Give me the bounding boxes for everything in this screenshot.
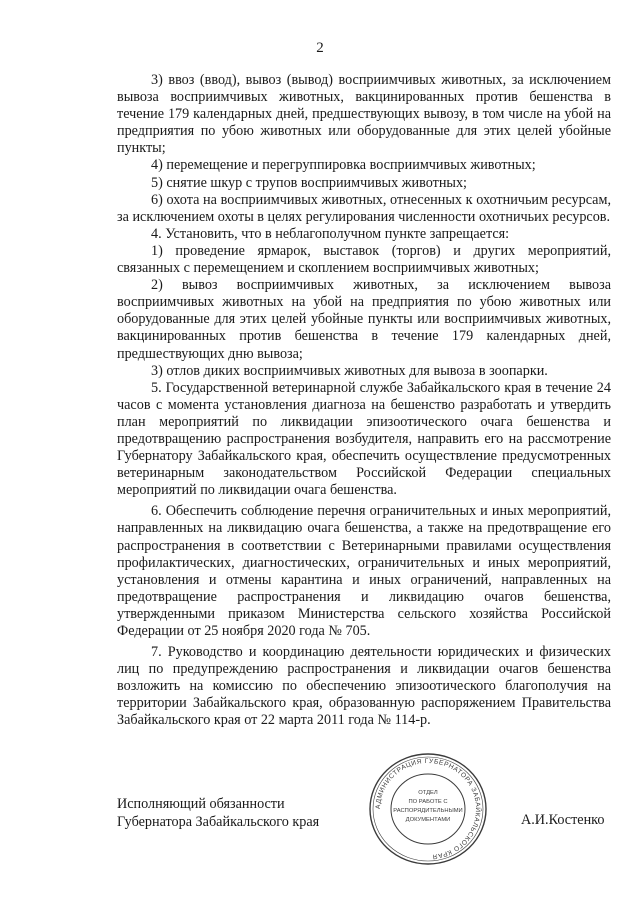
paragraph-section-6: 6. Обеспечить соблюдение перечня ограничительных и иных мероприятий, направленных на ликвидацию очага бешенства, а также на предотвращение его распространения в соответствии с Ветеринарными правилами осуществления профилактических, диагностических, ограничительных и иных мероприятий, установления и отмены карантина и иных ограничений, направленных на предотвращение распространения и ликвидацию очагов бешенства, утвержденными приказом Министерства сельского хозяйства Российской Федерации от 25 ноября 2020 года № 705.	[117, 503, 611, 639]
svg-text:ПО РАБОТЕ С: ПО РАБОТЕ С	[408, 799, 448, 805]
paragraph-section-7: 7. Руководство и координацию деятельности юридических и физических лиц по предупреждению распространения и ликвидации очагов бешенства возложить на комиссию по обеспечению эпизоотического благополучия на территории Забайкальского края, образованную распоряжением Правительства Забайкальского края от 22 марта 2011 года № 114-р.	[117, 644, 611, 729]
signatory-title-line1: Исполняющий обязанности	[117, 796, 285, 812]
page-number: 2	[316, 40, 324, 56]
paragraph-section-4-item-3: 3) отлов диких восприимчивых животных для вывоза в зоопарки.	[151, 362, 548, 379]
paragraph-section-4-item-2: 2) вывоз восприимчивых животных, за исключением вывоза восприимчивых животных на убой на предприятия по убою животных или оборудованные для этих целей убойные пункты или восприимчивых животных, вакцинированных против бешенства в течение 179 календарных дней, предшествующих дню вывоза;	[117, 277, 611, 362]
signatory-name: А.И.Костенко	[521, 812, 605, 828]
paragraph-section-4-item-1: 1) проведение ярмарок, выставок (торгов) и других мероприятий, связанных с перемещением и скоплением восприимчивых животных;	[117, 242, 611, 277]
document-body	[117, 72, 611, 730]
paragraph-section-5: 5. Государственной ветеринарной службе Забайкальского края в течение 24 часов с момента установления диагноза на бешенство разработать и утвердить план мероприятий по ликвидации эпизоотического очага бешенства и предотвращению распространения возбудителя, направить его на рассмотрение Губернатору Забайкальского края, обеспечить осуществление предусмотренных ветеринарным законодательством Российской Федерации специальных мероприятий по ликвидации очага бешенства.	[117, 379, 611, 499]
svg-text:ОТДЕЛ: ОТДЕЛ	[418, 790, 438, 796]
svg-text:РАСПОРЯДИТЕЛЬНЫМИ: РАСПОРЯДИТЕЛЬНЫМИ	[393, 808, 463, 814]
paragraph-item-5-skinning: 5) снятие шкур с трупов восприимчивых животных;	[151, 174, 467, 191]
paragraph-item-3-import-export: 3) ввоз (ввод), вывоз (вывод) восприимчивых животных, за исключением вывоза восприимчивых животных, вакцинированных против бешенства в течение 179 календарных дней, предшествующих вывозу, в том числе на убой на предприятия по убою животных или оборудованные для этих целей убойные пункты;	[117, 72, 611, 157]
stamp-outer-text: АДМИНИСТРАЦИЯ ГУБЕРНАТОРА ЗАБАЙКАЛЬСКОГО КРАЯ	[374, 757, 482, 860]
official-stamp-seal	[366, 750, 490, 868]
signatory-title	[117, 795, 319, 831]
svg-text:ДОКУМЕНТАМИ: ДОКУМЕНТАМИ	[405, 817, 451, 823]
paragraph-item-6-hunting: 6) охота на восприимчивых животных, отнесенных к охотничьим ресурсам, за исключением охоты в целях регулирования численности охотничьих ресурсов.	[117, 191, 611, 225]
signatory-title-line2: Губернатора Забайкальского края	[117, 814, 320, 830]
paragraph-item-4-movement: 4) перемещение и перегруппировка восприимчивых животных;	[151, 157, 536, 174]
paragraph-section-4-intro: 4. Установить, что в неблагополучном пункте запрещается:	[151, 225, 510, 242]
